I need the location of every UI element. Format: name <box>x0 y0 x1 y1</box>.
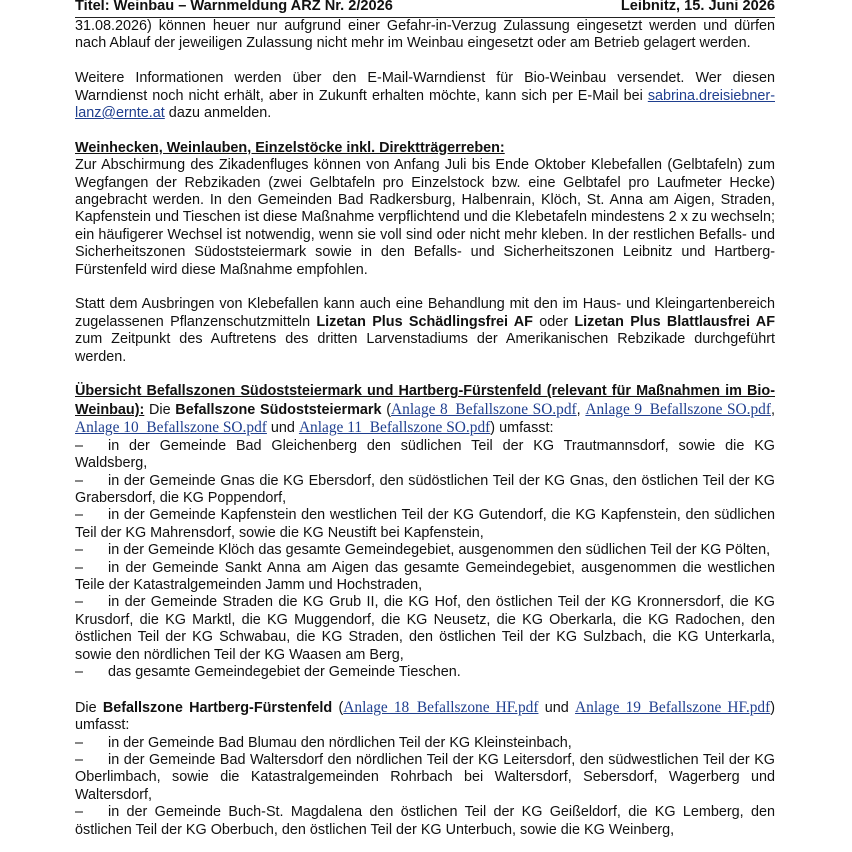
lizetan-text-3: zum Zeitpunkt des Auftretens des dritten Larvenstadiums der Amerikanischen Rebzikade durchgeführt werden. <box>75 331 775 365</box>
hf-text-1: Die <box>75 699 103 716</box>
product-blattlausfrei: Lizetan Plus Blattlausfrei AF <box>574 313 775 330</box>
link-anlage-18[interactable]: Anlage 18_Befallszone HF.pdf <box>343 698 539 716</box>
paragraph-zulassung: 31.08.2026) können heuer nur aufgrund einer Gefahr-in-Verzug Zulassung eingesetzt werden und dürfen nach Ablauf der jeweiligen Zulassung nicht mehr im Weinbau eingesetzt oder am Betrieb gelagert werden. <box>75 18 775 52</box>
list-item-text: in der Gemeinde Sankt Anna am Aigen das gesamte Gemeindegebiet, ausgenommen die westlichen Teile der Katastralgemeinden Jamm und Hochstraden, <box>75 559 775 593</box>
dash: – <box>75 472 84 489</box>
zone-hartberg-fuerstenfeld: Befallszone Hartberg-Fürstenfeld <box>102 699 333 716</box>
dash: – <box>75 594 84 611</box>
paragraph-befallszone-so <box>75 383 775 437</box>
link-anlage-11[interactable]: Anlage 11_Befallszone SO.pdf <box>298 419 491 437</box>
email-link[interactable]: sabrina.dreisiebner-lanz@ernte.at <box>75 87 775 122</box>
hf-text-2: ( <box>332 699 344 716</box>
document-title: Titel: Weinbau – Warnmeldung ARZ Nr. 2/2026 <box>75 0 393 14</box>
list-item <box>75 735 775 752</box>
list-item-text: in der Gemeinde Klöch das gesamte Gemeindegebiet, ausgenommen den südlichen Teil der KG Pölten, <box>108 542 771 559</box>
paragraph-befallszone-hf <box>75 699 775 735</box>
sep-1: , <box>576 401 586 418</box>
heading-weinhecken: Weinhecken, Weinlauben, Einzelstöcke inkl. Direktträgerreben: <box>75 139 505 156</box>
list-item-text: in der Gemeinde Straden die KG Grub II, die KG Hof, den östlichen Teil der KG Kronnersdorf, die KG Krusdorf, die KG Marktl, die KG Muggendorf, die KG Neusetz, die KG Oberkarla, die KG Radochen, den östlichen Teil der KG Schwabau, die KG Straden, den östlichen Teil der KG Sulzbach, die KG Unterkarla, sowie den nördlichen Teil der KG Waasen am Berg, <box>75 594 775 663</box>
hf-text-3: ) umfasst: <box>75 699 776 734</box>
document-body <box>75 18 775 839</box>
lizetan-text-1: Statt dem Ausbringen von Klebefallen kann auch eine Behandlung mit den im Haus- und Kleingartenbereich zugelassenen Pflanzenschutzmitteln <box>75 296 775 330</box>
dash: – <box>75 559 84 576</box>
paragraph-klebefallen: Zur Abschirmung des Zikadenfluges können von Anfang Juli bis Ende Oktober Klebefallen (Gelbtafeln) zum Wegfangen der Rebzikaden (zwei Gelbtafeln pro Einzelstock bzw. eine Gelbtafel pro Laufmeter Hecke) angebracht werden. In den Gemeinden Bad Radkersburg, Halbenrain, Klöch, St. Anna am Aigen, Straden, Kapfenstein und Tieschen ist diese Maßnahme verpflichtend und die Klebetafeln mindestens 2 x zu wechseln; ein häufigerer Wechsel ist notwendig, wenn sie voll sind oder nicht mehr kleben. In der restlichen Befalls- und Sicherheitszonen Südoststeiermark sowie in den Befalls- und Sicherheitszonen Leibnitz und Hartberg-Fürstenfeld wird diese Maßnahme empfohlen. <box>75 157 775 278</box>
dash: – <box>75 804 84 821</box>
heading-uebersicht: Übersicht Befallszonen Südoststeiermark und Hartberg-Fürstenfeld (relevant für Maßnahmen im Bio-Weinbau): <box>75 383 775 418</box>
zone-suedoststeiermark: Befallszone Südoststeiermark <box>175 401 382 418</box>
document-date: Leibnitz, 15. Juni 2026 <box>620 0 775 14</box>
list-item <box>75 542 775 559</box>
link-anlage-19[interactable]: Anlage 19_Befallszone HF.pdf <box>575 698 771 716</box>
dash: – <box>75 507 84 524</box>
lizetan-text-2: oder <box>532 313 575 330</box>
list-item-text: das gesamte Gemeindegebiet der Gemeinde Tieschen. <box>108 663 461 680</box>
list-item-text: in der Gemeinde Bad Waltersdorf den nördlichen Teil der KG Leitersdorf, den südwestlichen Teil der KG Oberlimbach, sowie die Katastralgemeinden Rohrbach bei Waltersdorf, Sebersdorf, Wagerberg und Waltersdorf, <box>75 751 775 803</box>
dash: – <box>75 663 84 680</box>
list-item <box>75 752 775 804</box>
dash: – <box>75 734 84 751</box>
hf-sep: und <box>538 699 576 716</box>
list-hf <box>75 735 775 839</box>
document-header <box>75 0 775 18</box>
list-item <box>75 438 775 473</box>
warndienst-after: dazu anmelden. <box>164 105 272 122</box>
list-item-text: in der Gemeinde Buch-St. Magdalena den östlichen Teil der KG Geißeldorf, die KG Lemberg, den östlichen Teil der KG Oberbuch, den östlichen Teil der KG Unterbuch, sowie die KG Weinberg, <box>75 804 775 838</box>
dash: – <box>75 751 84 768</box>
list-item <box>75 473 775 508</box>
list-item <box>75 804 775 839</box>
list-item-text: in der Gemeinde Bad Gleichenberg den südlichen Teil der KG Trautmannsdorf, sowie die KG Waldsberg, <box>75 437 775 472</box>
dash: – <box>75 437 84 454</box>
paragraph-lizetan <box>75 296 775 366</box>
product-schaedlingsfrei: Lizetan Plus Schädlingsfrei AF <box>316 313 533 330</box>
link-anlage-8[interactable]: Anlage 8_Befallszone SO.pdf <box>391 400 577 418</box>
link-anlage-9[interactable]: Anlage 9_Befallszone SO.pdf <box>585 400 771 418</box>
paragraph-warndienst <box>75 70 775 122</box>
link-anlage-10[interactable]: Anlage 10_Befallszone SO.pdf <box>75 419 267 437</box>
list-item-text: in der Gemeinde Gnas die KG Ebersdorf, den südöstlichen Teil der KG Gnas, den östlichen Teil der KG Grabersdorf, die KG Poppendorf, <box>75 472 775 506</box>
so-text-3: ) umfasst: <box>490 420 554 437</box>
list-item-text: in der Gemeinde Bad Blumau den nördlichen Teil der KG Kleinsteinbach, <box>108 734 572 751</box>
list-item-text: in der Gemeinde Kapfenstein den westlichen Teil der KG Gutendorf, die KG Kapfenstein, den südlichen Teil der KG Mahrensdorf, sowie die KG Neustift bei Kapfenstein, <box>75 507 775 541</box>
list-item <box>75 594 775 664</box>
list-item <box>75 560 775 595</box>
so-text-1: Die <box>144 401 176 418</box>
sep-2: , <box>771 401 775 418</box>
list-item <box>75 664 775 681</box>
sep-3: und <box>266 420 299 437</box>
so-text-2: ( <box>381 401 392 418</box>
list-so <box>75 438 775 682</box>
list-item <box>75 507 775 542</box>
dash: – <box>75 542 84 559</box>
warndienst-text: Weitere Informationen werden über den E-Mail-Warndienst für Bio-Weinbau versendet. Wer diesen Warndienst noch nicht erhält, aber in Zukunft erhalten möchte, kann sich per E-Mail bei <box>75 70 775 104</box>
